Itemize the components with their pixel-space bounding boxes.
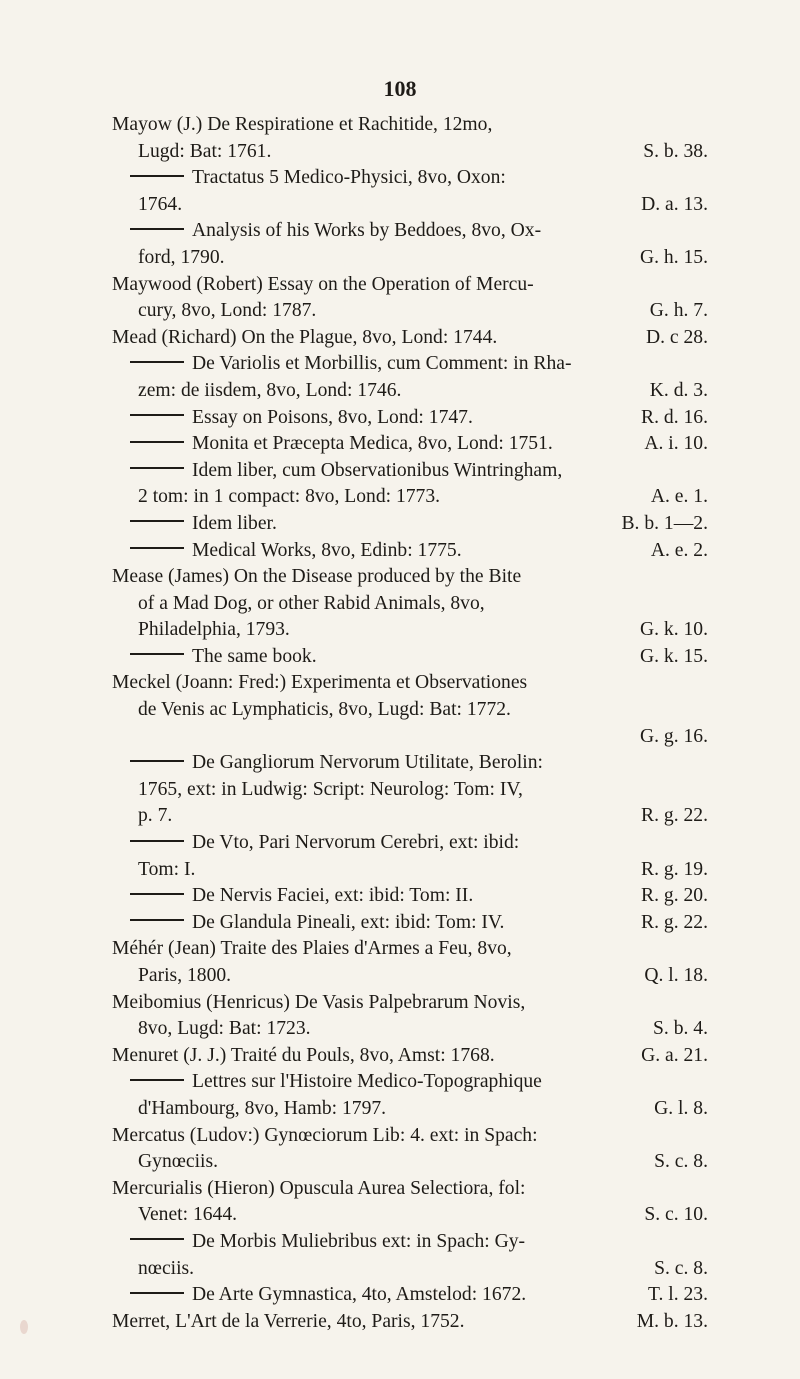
shelf-mark: B. b. 1—2. (621, 512, 708, 534)
shelf-mark: S. c. 10. (644, 1204, 708, 1226)
shelf-mark: G. k. 15. (639, 645, 708, 667)
entry-line: d'Hambourg, 8vo, Hamb: 1797. (138, 1097, 387, 1119)
shelf-mark: R. g. 22. (641, 805, 708, 827)
author-entry (112, 112, 708, 165)
shelf-mark: G. a. 21. (641, 1044, 708, 1066)
entry-line: Lugd: Bat: 1761. (138, 140, 272, 162)
page-number: 108 (383, 76, 417, 101)
entry-line: Venet: 1644. (138, 1204, 238, 1226)
sub-entry (112, 883, 708, 910)
sub-entry (112, 1229, 708, 1282)
shelf-mark: K. d. 3. (649, 379, 708, 401)
sub-entry (112, 431, 708, 458)
entry-line: Lettres sur l'Histoire Medico-Topographique (112, 1069, 708, 1096)
entry-line: Tom: I. (138, 858, 196, 880)
entry-line: 2 tom: in 1 compact: 8vo, Lond: 1773. (138, 486, 441, 508)
sub-entry (112, 405, 708, 432)
entry-line: The same book. (112, 644, 708, 671)
sub-entry (112, 538, 708, 565)
entry-line: ford, 1790. (138, 246, 225, 268)
entry-line: De Vto, Pari Nervorum Cerebri, ext: ibid: (112, 830, 708, 857)
shelf-mark: G. l. 8. (654, 1097, 708, 1119)
entry-line: of a Mad Dog, or other Rabid Animals, 8vo, (138, 592, 485, 614)
entry-line: Idem liber, cum Observationibus Wintringham, (112, 458, 708, 485)
shelf-mark: T. l. 23. (647, 1284, 708, 1306)
shelf-mark: S. b. 4. (653, 1018, 708, 1040)
entry-line: De Gangliorum Nervorum Utilitate, Berolin: (112, 750, 708, 777)
entry-line: 8vo, Lugd: Bat: 1723. (138, 1018, 311, 1040)
entry-line: zem: de iisdem, 8vo, Lond: 1746. (138, 379, 402, 401)
entry-line: De Glandula Pineali, ext: ibid: Tom: IV. (112, 910, 708, 937)
sub-entry (112, 165, 708, 218)
shelf-mark: R. g. 19. (641, 858, 708, 880)
entry-line: de Venis ac Lymphaticis, 8vo, Lugd: Bat: 1772. (138, 699, 511, 721)
author-entry (112, 564, 708, 644)
shelf-mark: G. g. 16. (639, 725, 708, 747)
author-entry (112, 325, 708, 352)
entry-line: 1764. (138, 193, 183, 215)
entry-line: Meckel (Joann: Fred:) Experimenta et Observationes (112, 672, 528, 694)
entry-line: Meibomius (Henricus) De Vasis Palpebrarum Novis, (112, 991, 526, 1013)
entry-line: Monita et Præcepta Medica, 8vo, Lond: 1751. (112, 431, 708, 458)
shelf-mark: S. b. 38. (643, 140, 708, 162)
entry-line: Mercurialis (Hieron) Opuscula Aurea Selectiora, fol: (112, 1177, 526, 1199)
shelf-mark: G. h. 7. (649, 300, 708, 322)
shelf-mark: D. a. 13. (641, 193, 708, 215)
entry-line: Maywood (Robert) Essay on the Operation of Mercu- (112, 273, 534, 295)
shelf-mark: R. d. 16. (641, 406, 708, 428)
sub-entry (112, 750, 708, 830)
entry-line: Gynœciis. (138, 1151, 219, 1173)
sub-entry (112, 218, 708, 271)
shelf-mark: A. i. 10. (644, 433, 708, 455)
entry-line: cury, 8vo, Lond: 1787. (138, 300, 317, 322)
entry-line: Medical Works, 8vo, Edinb: 1775. (112, 538, 708, 565)
entry-line: Tractatus 5 Medico-Physici, 8vo, Oxon: (112, 165, 708, 192)
shelf-mark: S. c. 8. (654, 1257, 708, 1279)
entry-line: nœciis. (138, 1257, 195, 1279)
sub-entry (112, 910, 708, 937)
entry-line: 1765, ext: in Ludwig: Script: Neurolog: Tom: IV, (138, 778, 523, 800)
sub-entry (112, 644, 708, 671)
shelf-mark: Q. l. 18. (644, 965, 708, 986)
entry-line: Essay on Poisons, 8vo, Lond: 1747. (112, 405, 708, 432)
entry-line: Mease (James) On the Disease produced by the Bite (112, 566, 522, 588)
author-entry (112, 1176, 708, 1229)
entry-line: Menuret (J. J.) Traité du Pouls, 8vo, Amst: 1768. (112, 1044, 495, 1066)
sub-entry (112, 1069, 708, 1122)
catalogue-entries (112, 112, 708, 1335)
author-entry (112, 1309, 708, 1336)
shelf-mark: A. e. 2. (650, 539, 708, 561)
author-entry (112, 670, 708, 750)
paper-stain (20, 1320, 28, 1334)
shelf-mark: G. k. 10. (639, 619, 708, 641)
entry-line: Méhér (Jean) Traite des Plaies d'Armes a Feu, 8vo, (112, 938, 512, 960)
shelf-mark: G. h. 15. (639, 246, 708, 268)
shelf-mark: R. g. 22. (641, 911, 708, 933)
entry-line: De Arte Gymnastica, 4to, Amstelod: 1672. (112, 1282, 708, 1309)
entry-line: p. 7. (138, 805, 173, 827)
entry-line: De Nervis Faciei, ext: ibid: Tom: II. (112, 883, 708, 910)
entry-line: Paris, 1800. (138, 965, 232, 986)
entry-line: Idem liber. (112, 511, 708, 538)
entry-line: Philadelphia, 1793. (138, 619, 290, 641)
entry-line: Mead (Richard) On the Plague, 8vo, Lond: 1744. (112, 326, 498, 348)
shelf-mark: A. e. 1. (650, 486, 708, 508)
author-entry (112, 1123, 708, 1176)
entry-line: De Variolis et Morbillis, cum Comment: in Rha- (112, 351, 708, 378)
author-entry (112, 936, 708, 989)
shelf-mark: R. g. 20. (641, 885, 708, 907)
author-entry (112, 272, 708, 325)
entry-line: De Morbis Muliebribus ext: in Spach: Gy- (112, 1229, 708, 1256)
entry-line: Mayow (J.) De Respiratione et Rachitide, 12mo, (112, 114, 493, 135)
author-entry (112, 1043, 708, 1070)
sub-entry (112, 351, 708, 404)
sub-entry (112, 1282, 708, 1309)
sub-entry (112, 830, 708, 883)
shelf-mark: D. c 28. (645, 326, 708, 348)
shelf-mark: S. c. 8. (654, 1151, 708, 1173)
shelf-mark: M. b. 13. (636, 1310, 708, 1332)
entry-line: Merret, L'Art de la Verrerie, 4to, Paris, 1752. (112, 1310, 465, 1332)
author-entry (112, 990, 708, 1043)
entry-line: Mercatus (Ludov:) Gynœciorum Lib: 4. ext: in Spach: (112, 1124, 538, 1146)
entry-line: Analysis of his Works by Beddoes, 8vo, Ox- (112, 218, 708, 245)
sub-entry (112, 458, 708, 511)
sub-entry (112, 511, 708, 538)
